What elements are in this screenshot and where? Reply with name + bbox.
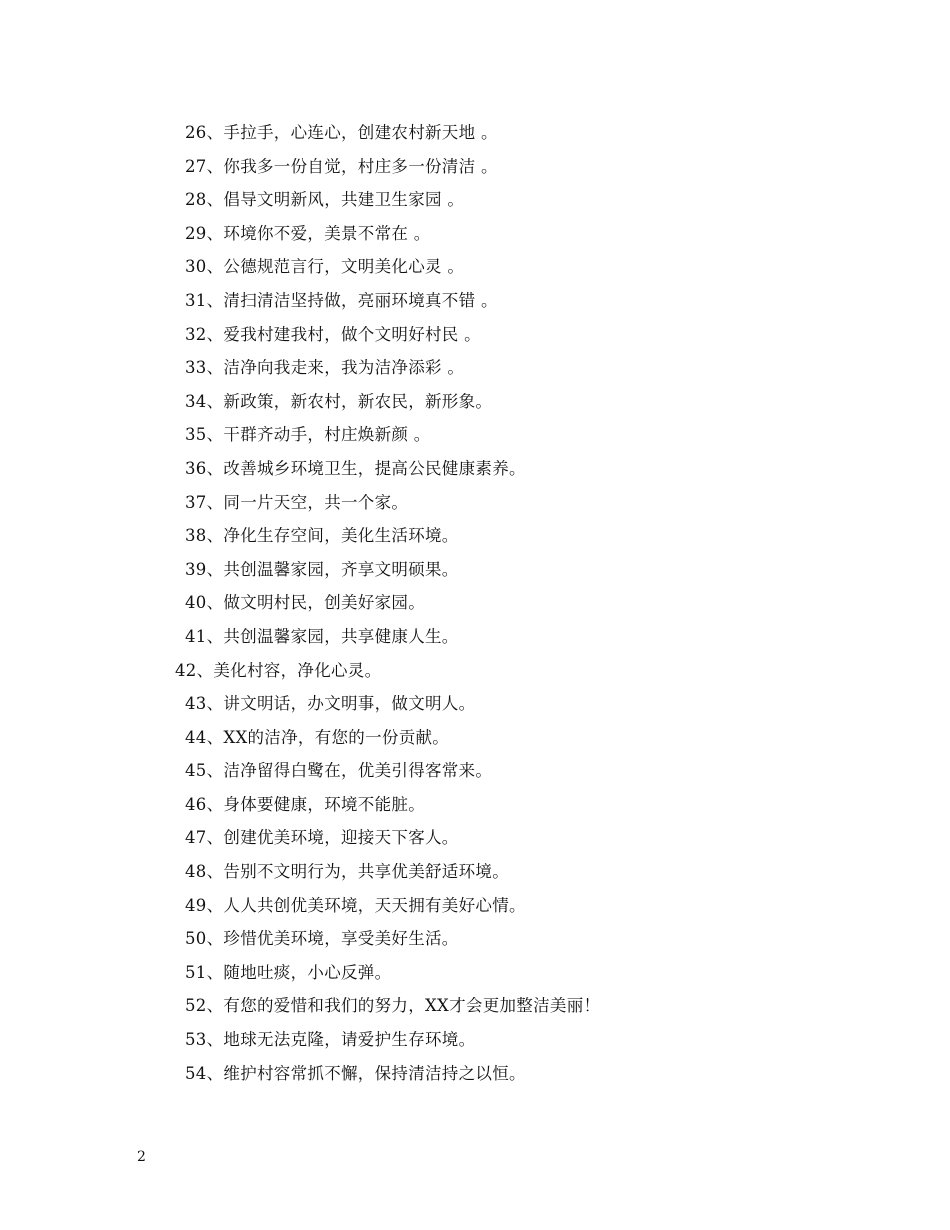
list-item: 28、倡导文明新风，共建卫生家园 。 bbox=[185, 190, 465, 210]
list-item: 42、美化村容，净化心灵。 bbox=[175, 660, 382, 680]
list-item: 54、维护村容常抓不懈，保持清洁持之以恒。 bbox=[185, 1063, 526, 1083]
list-item: 33、洁净向我走来，我为洁净添彩 。 bbox=[185, 358, 465, 378]
list-item: 43、讲文明话，办文明事，做文明人。 bbox=[185, 694, 476, 714]
list-item: 44、XX的洁净，有您的一份贡献。 bbox=[185, 727, 450, 747]
list-item: 51、随地吐痰，小心反弹。 bbox=[185, 962, 392, 982]
list-item: 52、有您的爱惜和我们的努力，XX才会更加整洁美丽！ bbox=[185, 996, 601, 1016]
list-item: 39、共创温馨家园，齐享文明硕果。 bbox=[185, 559, 459, 579]
list-item: 26、手拉手，心连心，创建农村新天地 。 bbox=[185, 123, 498, 142]
list-item: 48、告别不文明行为，共享优美舒适环境。 bbox=[185, 862, 509, 882]
list-item: 30、公德规范言行，文明美化心灵 。 bbox=[185, 257, 465, 277]
list-item: 53、地球无法克隆，请爱护生存环境。 bbox=[185, 1030, 476, 1050]
list-item: 40、做文明村民，创美好家园。 bbox=[185, 593, 425, 613]
list-item: 36、改善城乡环境卫生，提高公民健康素养。 bbox=[185, 458, 526, 478]
list-item: 29、环境你不爱，美景不常在 。 bbox=[185, 223, 431, 243]
list-item: 38、净化生存空间，美化生活环境。 bbox=[185, 526, 459, 546]
list-item: 27、你我多一份自觉，村庄多一份清洁 。 bbox=[185, 156, 498, 176]
list-item: 31、清扫清洁坚持做，亮丽环境真不错 。 bbox=[185, 290, 498, 310]
list-item: 45、洁净留得白鹭在，优美引得客常来。 bbox=[185, 761, 493, 781]
list-item: 50、珍惜优美环境，享受美好生活。 bbox=[185, 929, 459, 949]
list-item: 34、新政策，新农村，新农民，新形象。 bbox=[185, 391, 493, 411]
list-item: 47、创建优美环境，迎接天下客人。 bbox=[185, 828, 459, 848]
page-number: 2 bbox=[137, 1149, 146, 1165]
slogan-list bbox=[0, 116, 950, 1090]
list-item: 32、爱我村建我村，做个文明好村民 。 bbox=[185, 324, 481, 344]
list-item: 35、干群齐动手，村庄焕新颜 。 bbox=[185, 425, 431, 445]
list-item: 46、身体要健康，环境不能脏。 bbox=[185, 794, 425, 814]
list-item: 49、人人共创优美环境，天天拥有美好心情。 bbox=[185, 895, 526, 915]
list-item: 41、共创温馨家园，共享健康人生。 bbox=[185, 626, 459, 646]
list-item: 37、同一片天空，共一个家。 bbox=[185, 492, 409, 512]
